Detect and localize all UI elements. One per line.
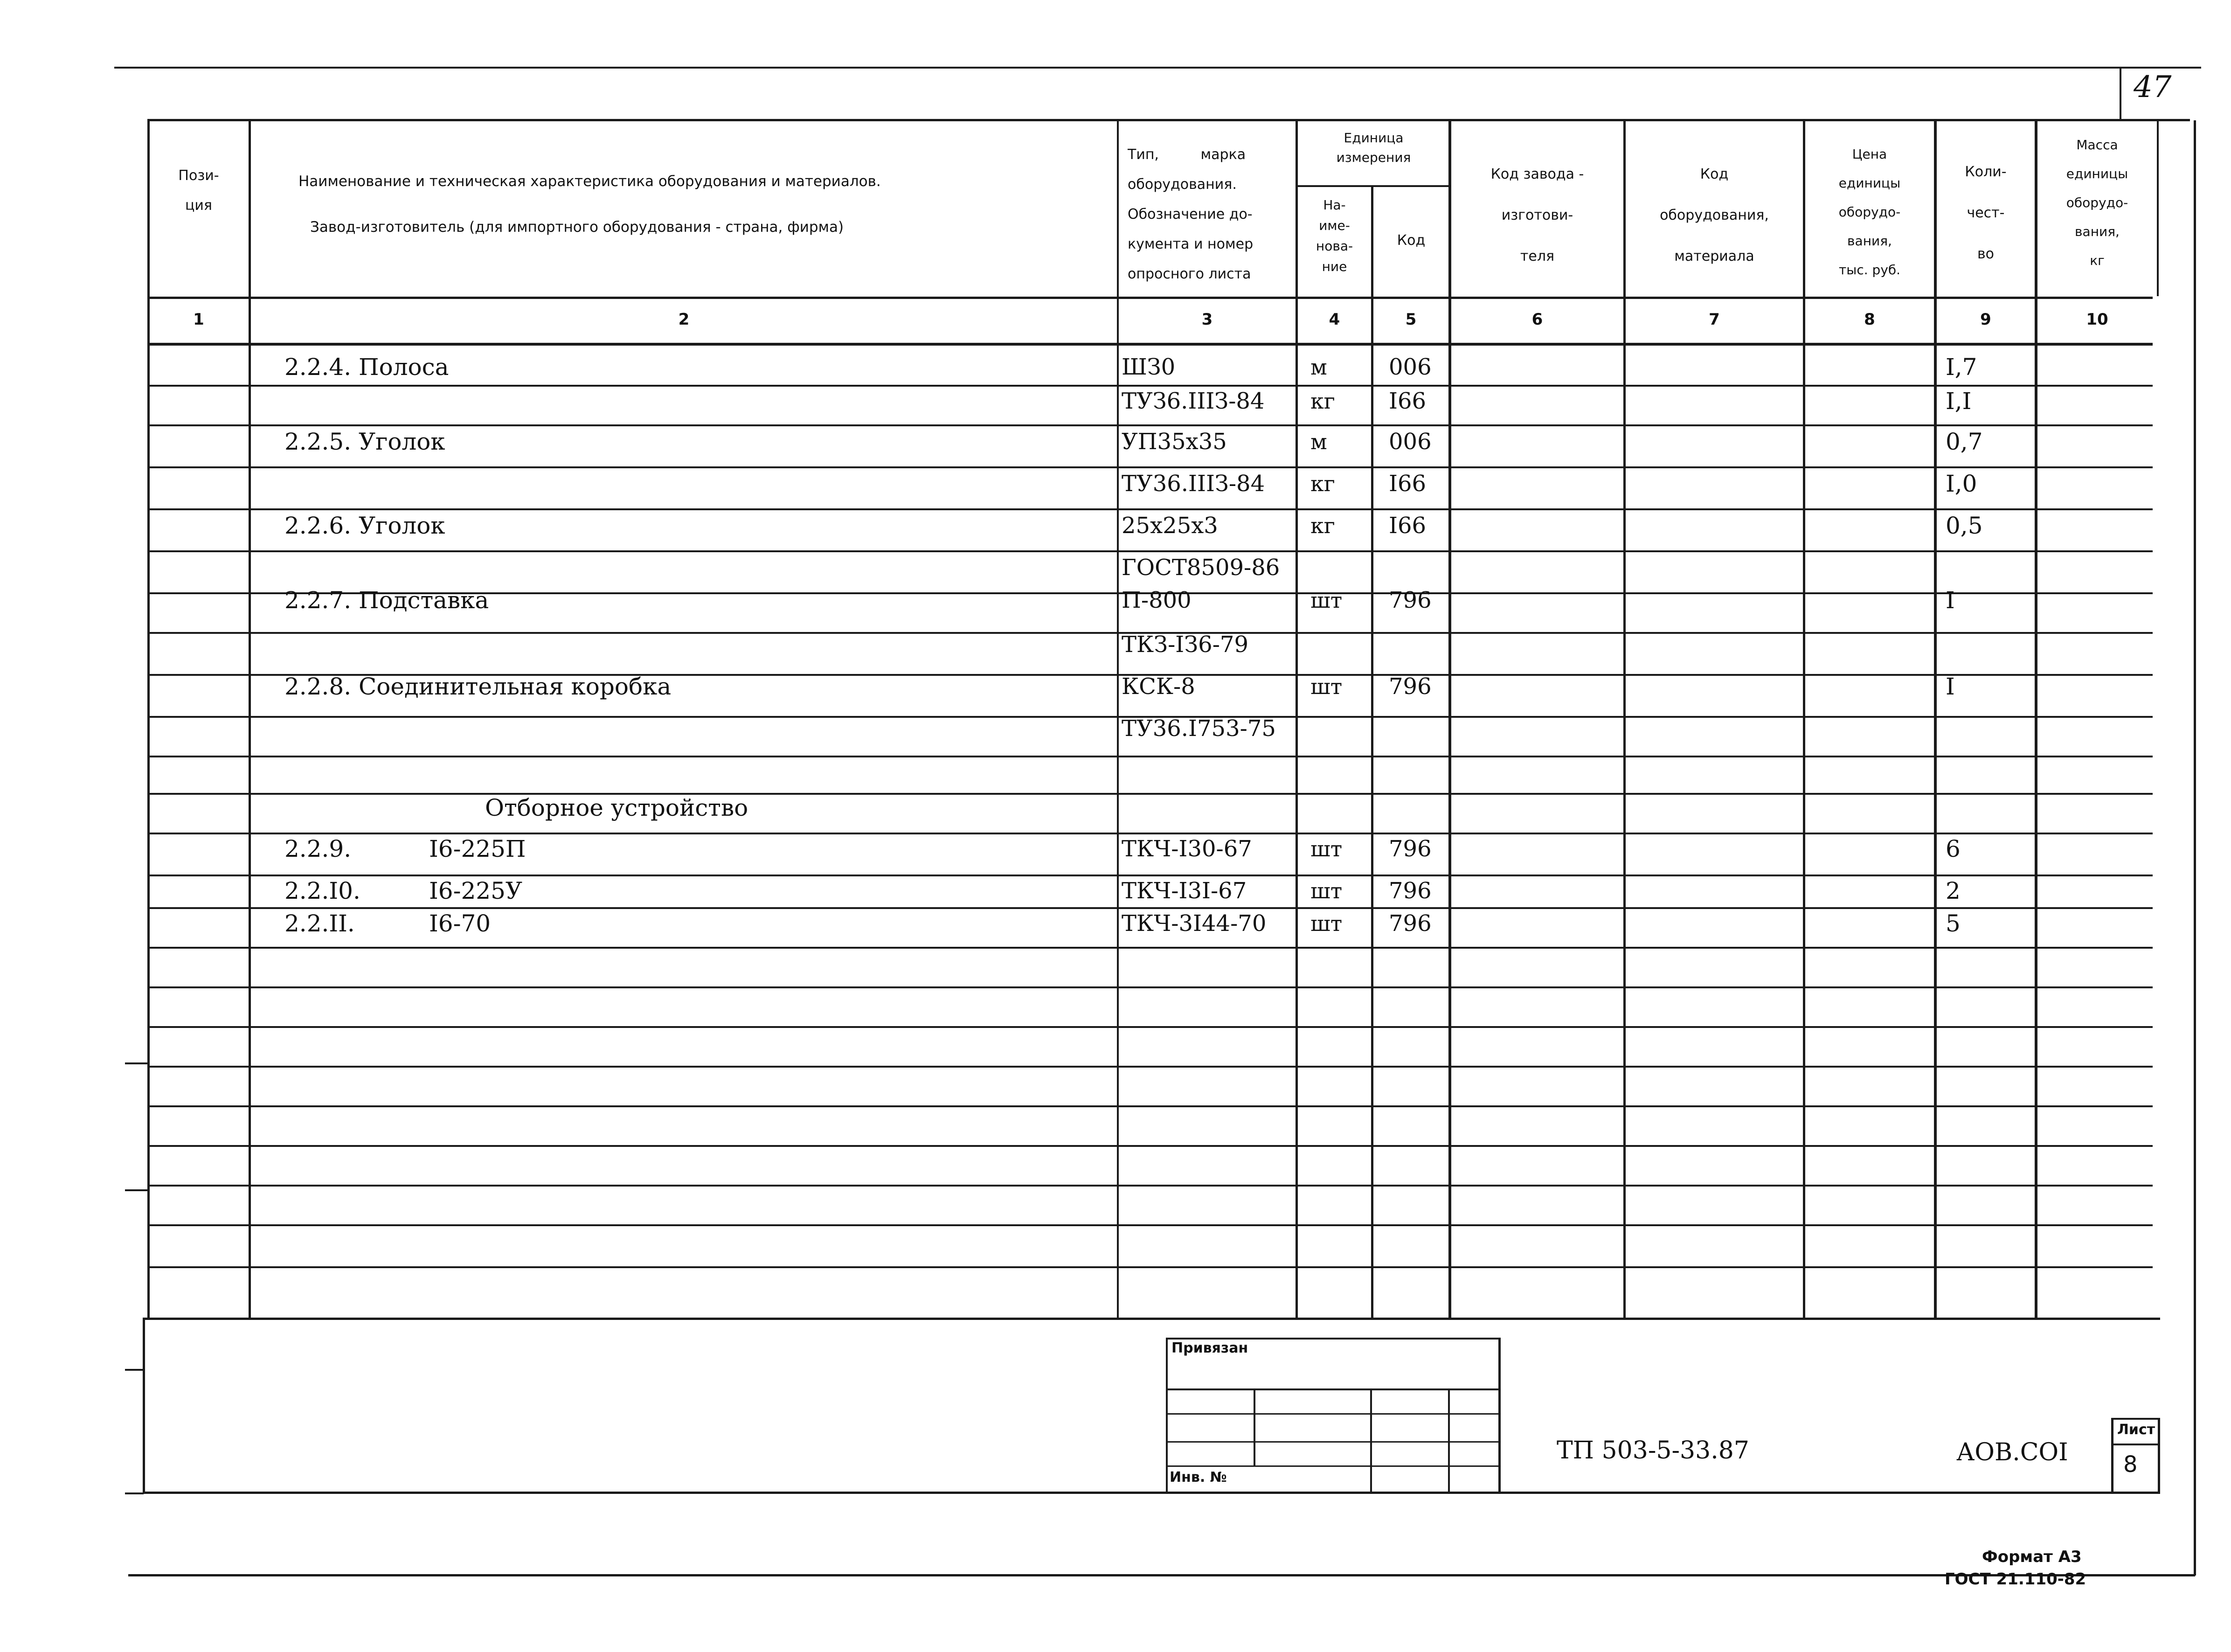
section-code: АОВ.СОI xyxy=(1956,1438,2068,1466)
item-name: 2.2.7. Подставка xyxy=(284,587,489,614)
item-unit-code: I66 xyxy=(1389,388,1427,414)
item-unit-code: 796 xyxy=(1389,673,1432,700)
item-unit: шт xyxy=(1310,836,1343,861)
row-line xyxy=(147,1026,2153,1028)
item-name: 2.2.4. Полоса xyxy=(284,354,449,381)
item-quantity: I,0 xyxy=(1946,470,1977,497)
item-type: КСК-8 xyxy=(1122,673,1195,700)
item-unit: м xyxy=(1310,429,1327,454)
item-quantity: 6 xyxy=(1946,835,1961,862)
colnum-6: 6 xyxy=(1531,310,1543,329)
item-type: 25х25х3 xyxy=(1122,513,1218,539)
item-unit: шт xyxy=(1310,878,1343,903)
row-line xyxy=(147,550,2153,552)
stamp-right-line xyxy=(2158,1418,2160,1492)
corner-sheet-number: 47 xyxy=(2134,70,2172,104)
stamp-top-line xyxy=(143,1318,2160,1320)
section-heading: Отборное устройство xyxy=(485,794,748,821)
col-line-0 xyxy=(147,119,150,1318)
row-line xyxy=(147,833,2153,834)
item-type: УП35х35 xyxy=(1122,429,1227,455)
item-type: ТУ36.I753-75 xyxy=(1122,715,1276,742)
row-line xyxy=(147,907,2153,909)
row-line xyxy=(147,756,2153,757)
item-unit-code: 796 xyxy=(1389,910,1432,937)
item-unit-code: I66 xyxy=(1389,513,1427,539)
item-unit: шт xyxy=(1310,911,1343,936)
row-line xyxy=(147,1066,2153,1068)
margin-tick-4 xyxy=(125,1492,144,1494)
stamp-left-line xyxy=(143,1318,145,1493)
colnum-7: 7 xyxy=(1709,310,1720,329)
header-position: Пози- ция xyxy=(178,167,219,214)
col-line-2 xyxy=(1117,119,1119,1318)
item-name: I6-70 xyxy=(429,910,491,937)
format-label: Формат А3 xyxy=(1982,1548,2082,1566)
row-line xyxy=(147,986,2153,988)
margin-tick-1 xyxy=(125,1062,148,1064)
item-type: ТКЧ-3I44-70 xyxy=(1122,910,1267,937)
row-line xyxy=(147,1185,2153,1187)
colnum-3: 3 xyxy=(1201,310,1213,329)
item-unit: шт xyxy=(1310,588,1343,613)
row-line xyxy=(147,793,2153,795)
col-line-6 xyxy=(1623,119,1626,1318)
attached-left xyxy=(1166,1338,1168,1493)
sheet-box-mid xyxy=(2111,1444,2160,1445)
colnum-2: 2 xyxy=(678,310,690,329)
item-type: ТКЧ-I30-67 xyxy=(1122,836,1252,862)
colnum-10: 10 xyxy=(2086,310,2108,329)
sheet-box-left xyxy=(2111,1418,2113,1492)
col-line-8 xyxy=(1934,119,1937,1318)
colnum-9: 9 xyxy=(1980,310,1991,329)
item-unit: кг xyxy=(1310,389,1335,414)
item-unit-code: 796 xyxy=(1389,836,1432,862)
item-unit: шт xyxy=(1310,674,1343,699)
attached-v3 xyxy=(1448,1388,1450,1493)
attached-v1 xyxy=(1254,1388,1255,1467)
item-position: 2.2.I0. xyxy=(284,877,360,904)
item-unit: кг xyxy=(1310,471,1335,496)
item-name: I6-225П xyxy=(429,835,526,862)
colnum-bottom-line xyxy=(147,343,2153,346)
col-line-9 xyxy=(2035,119,2037,1318)
row-line xyxy=(147,424,2153,426)
header-name: Наименование и техническая характеристика оборудования и материалов. Завод-изготовитель (для импортного оборудования - страна, фирма) xyxy=(298,173,881,236)
attached-label: Привязан xyxy=(1171,1340,1248,1356)
margin-tick-3 xyxy=(125,1369,144,1371)
item-unit: кг xyxy=(1310,513,1335,538)
sheet-value: 8 xyxy=(2123,1451,2138,1478)
colnum-1: 1 xyxy=(193,310,204,329)
colnum-5: 5 xyxy=(1405,310,1417,329)
item-type: ТКЗ-IЗ6-79 xyxy=(1122,632,1248,658)
header-unit-code: Код xyxy=(1397,232,1426,249)
item-type: ТУ36.IIIЗ-84 xyxy=(1122,471,1265,497)
header-mass: Масса единицы оборудо- вания, кг xyxy=(2066,137,2128,268)
document-code: ТП 503-5-33.87 xyxy=(1557,1437,1749,1465)
row-line xyxy=(147,1105,2153,1107)
row-line xyxy=(147,1266,2153,1268)
attached-top xyxy=(1166,1338,1499,1340)
item-type: ТКЧ-I3I-67 xyxy=(1122,878,1247,904)
item-name: 2.2.8. Соединительная коробка xyxy=(284,673,672,700)
item-type: ГОСТ8509-86 xyxy=(1122,555,1280,581)
col-line-4 xyxy=(1371,185,1373,1318)
gost-label: ГОСТ 21.110-82 xyxy=(1945,1570,2086,1589)
header-price: Цена единицы оборудо- вания, тыс. руб. xyxy=(1838,146,1901,278)
item-unit-code: 796 xyxy=(1389,587,1432,613)
item-quantity: I xyxy=(1946,587,1955,614)
item-quantity: I,7 xyxy=(1946,354,1977,381)
row-line xyxy=(147,947,2153,949)
header-bottom-line xyxy=(147,297,2153,299)
item-quantity: I xyxy=(1946,673,1955,700)
item-unit-code: 006 xyxy=(1389,429,1432,455)
row-line xyxy=(147,385,2153,387)
item-type: ШЗ0 xyxy=(1122,354,1176,380)
sheet-label: Лист xyxy=(2117,1422,2155,1438)
item-name: 2.2.5. Уголок xyxy=(284,428,445,455)
sheet-box-top xyxy=(2111,1418,2160,1420)
margin-tick-2 xyxy=(125,1189,148,1191)
item-name: 2.2.6. Уголок xyxy=(284,512,445,539)
row-line xyxy=(147,508,2153,510)
colnum-4: 4 xyxy=(1329,310,1340,329)
inv-label: Инв. № xyxy=(1170,1469,1227,1485)
item-quantity: I,I xyxy=(1946,388,1972,415)
row-line xyxy=(147,1224,2153,1226)
col-line-1 xyxy=(249,119,251,1318)
attached-right xyxy=(1498,1338,1501,1493)
item-quantity: 2 xyxy=(1946,877,1961,904)
item-type: ТУЗ6.IIIЗ-84 xyxy=(1122,388,1265,414)
header-unit: Единица измерения xyxy=(1336,130,1411,165)
item-position: 2.2.II. xyxy=(284,910,355,937)
item-unit: м xyxy=(1310,354,1327,380)
item-unit-code: I66 xyxy=(1389,471,1427,497)
col-line-3 xyxy=(1296,119,1298,1318)
table-top-line xyxy=(147,119,2190,121)
item-type: П-800 xyxy=(1122,587,1192,613)
header-unit-name: На- име- нова- ние xyxy=(1316,197,1353,274)
header-plant-code: Код завода - изготови- теля xyxy=(1490,166,1584,264)
item-quantity: 5 xyxy=(1946,910,1961,937)
item-name: I6-225У xyxy=(429,877,523,904)
col-line-10 xyxy=(2157,119,2159,296)
col-line-5 xyxy=(1448,119,1451,1318)
row-line xyxy=(147,875,2153,876)
header-type: Тип, марка оборудования. Обозначение до- кумента и номер опросного листа xyxy=(1128,146,1254,282)
stamp-bottom-line xyxy=(143,1492,2160,1494)
item-unit-code: 796 xyxy=(1389,878,1432,904)
row-line xyxy=(147,1145,2153,1147)
item-position: 2.2.9. xyxy=(284,835,352,862)
col-line-7 xyxy=(1803,119,1805,1318)
item-quantity: 0,5 xyxy=(1946,512,1983,539)
colnum-8: 8 xyxy=(1864,310,1875,329)
header-equipment-code: Код оборудования, материала xyxy=(1660,166,1769,264)
header-quantity: Коли- чест- во xyxy=(1965,164,2007,262)
item-quantity: 0,7 xyxy=(1946,428,1983,455)
row-line xyxy=(147,466,2153,468)
item-unit-code: 006 xyxy=(1389,354,1432,380)
attached-v2 xyxy=(1370,1388,1372,1493)
